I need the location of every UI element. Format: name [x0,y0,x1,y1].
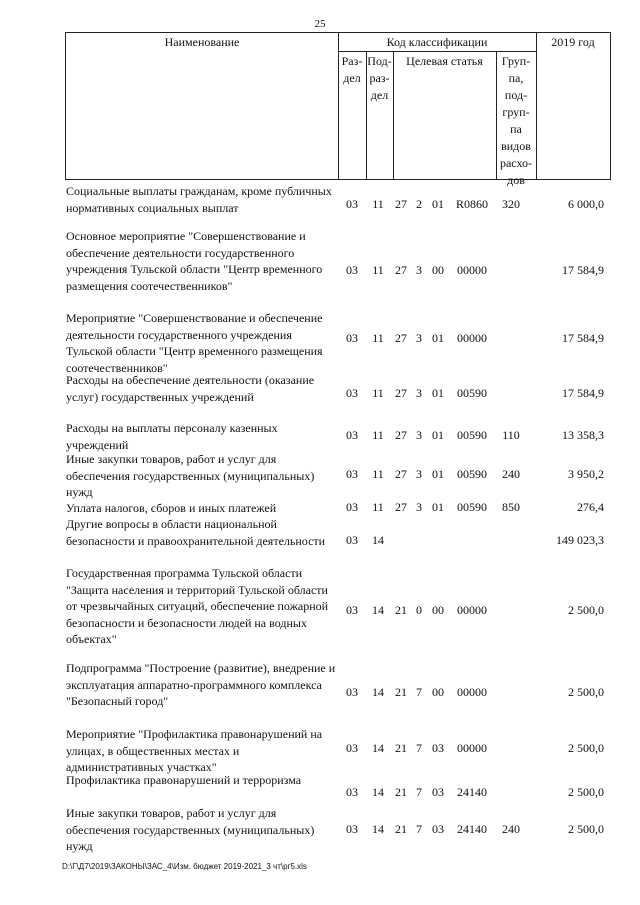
row-subprogram: 7 [416,785,422,799]
row-subprogram: 3 [416,467,422,481]
row-subsection: 11 [372,467,384,481]
row-name: Иные закупки товаров, работ и услуг для обеспечения государственных (муниципальных) нужд [66,806,315,853]
row-direction: 00590 [457,500,487,514]
row-subsection: 11 [372,386,384,400]
row-expense-type: 320 [502,197,520,211]
row-amount: 6 000,0 [568,197,604,211]
row-subsection: 14 [372,785,384,799]
row-subsection: 14 [372,822,384,836]
row-subprogram: 3 [416,500,422,514]
row-section: 03 [346,263,358,277]
row-subprogram: 0 [416,603,422,617]
row-expense-type: 240 [502,822,520,836]
row-program: 21 [395,603,407,617]
row-expense-type: 240 [502,467,520,481]
row-event: 03 [432,822,444,836]
row-section: 03 [346,467,358,481]
row-section: 03 [346,331,358,345]
row-event: 01 [432,500,444,514]
row-name: Уплата налогов, сборов и иных платежей [66,501,277,515]
row-section: 03 [346,386,358,400]
row-event: 01 [432,331,444,345]
row-amount: 2 500,0 [568,741,604,755]
row-subsection: 11 [372,331,384,345]
row-event: 01 [432,467,444,481]
row-amount: 17 584,9 [562,331,604,345]
row-subsection: 11 [372,263,384,277]
row-direction: 00000 [457,331,487,345]
row-subprogram: 3 [416,263,422,277]
row-subprogram: 3 [416,428,422,442]
row-program: 27 [395,331,407,345]
row-section: 03 [346,500,358,514]
row-program: 21 [395,822,407,836]
row-section: 03 [346,822,358,836]
row-program: 27 [395,467,407,481]
row-subprogram: 7 [416,822,422,836]
row-event: 01 [432,428,444,442]
row-program: 21 [395,741,407,755]
row-event: 03 [432,741,444,755]
row-subsection: 14 [372,533,384,547]
row-name: Государственная программа Тульской области "Защита населения и территорий Тульской области от чрезвычайных ситуаций, обеспечение пожарной безопасности и безопасности людей на водных объектах" [66,566,329,646]
row-direction: 00000 [457,741,487,755]
row-subsection: 11 [372,197,384,211]
row-program: 21 [395,785,407,799]
row-expense-type: 850 [502,500,520,514]
header-year: 2019 год [551,35,595,49]
row-expense-type: 110 [502,428,520,442]
row-direction: 24140 [457,822,487,836]
row-program: 27 [395,386,407,400]
row-direction: 00590 [457,467,487,481]
row-direction: 00590 [457,428,487,442]
row-section: 03 [346,197,358,211]
row-section: 03 [346,685,358,699]
row-section: 03 [346,603,358,617]
row-amount: 17 584,9 [562,263,604,277]
row-event: 03 [432,785,444,799]
row-direction: R0860 [455,197,488,211]
row-event: 01 [432,386,444,400]
row-amount: 2 500,0 [568,603,604,617]
row-subsection: 14 [372,685,384,699]
row-name: Расходы на обеспечение деятельности (оказание услуг) государственных учреждений [66,373,315,404]
row-program: 27 [395,500,407,514]
row-event: 00 [432,685,444,699]
row-subsection: 11 [372,428,384,442]
row-name: Другие вопросы в области национальной безопасности и правоохранительной деятельности [66,517,326,548]
table-header [65,32,611,187]
row-section: 03 [346,741,358,755]
row-subprogram: 7 [416,685,422,699]
row-section: 03 [346,785,358,799]
row-subsection: 14 [372,603,384,617]
row-subprogram: 3 [416,386,422,400]
row-name: Профилактика правонарушений и терроризма [66,773,302,787]
header-target-article: Целевая статья [406,54,483,68]
row-program: 27 [395,263,407,277]
row-name: Расходы на выплаты персоналу казенных учреждений [66,421,278,452]
row-name: Мероприятие "Профилактика правонарушений на улицах, в общественных местах и административных участках" [66,727,323,774]
row-program: 27 [395,197,407,211]
row-subsection: 14 [372,741,384,755]
row-amount: 17 584,9 [562,386,604,400]
header-name: Наименование [164,35,240,49]
header-expense-group: Груп- па, под- груп- па видов расхо- дов [499,54,533,187]
row-amount: 2 500,0 [568,685,604,699]
row-event: 01 [432,197,444,211]
row-name: Социальные выплаты гражданам, кроме публичных нормативных социальных выплат [66,184,332,215]
row-amount: 13 358,3 [562,428,604,442]
row-name: Основное мероприятие "Совершенствование и обеспечение деятельности государственного учреждения Тульской области "Центр временного размещения соотечественников" [66,229,323,293]
row-amount: 3 950,2 [568,467,604,481]
row-section: 03 [346,533,358,547]
row-name: Подпрограмма "Построение (развитие), внедрение и эксплуатация аппаратно-программного комплекса "Безопасный город" [66,661,336,708]
page-number: 25 [314,18,326,30]
row-event: 00 [432,603,444,617]
row-subprogram: 2 [416,197,422,211]
header-subsection: Под- раз- дел [367,54,392,102]
header-section: Раз- дел [341,54,363,85]
row-amount: 2 500,0 [568,785,604,799]
row-direction: 00590 [457,386,487,400]
row-event: 00 [432,263,444,277]
row-subsection: 11 [372,500,384,514]
row-direction: 24140 [457,785,487,799]
row-direction: 00000 [457,685,487,699]
header-classification-code: Код классификации [386,35,488,49]
row-amount: 276,4 [577,500,604,514]
row-direction: 00000 [457,263,487,277]
row-section: 03 [346,428,358,442]
row-subprogram: 7 [416,741,422,755]
row-direction: 00000 [457,603,487,617]
row-subprogram: 3 [416,331,422,345]
file-path-footer: D:\Г\Д7\2019\ЗАКОНЫ\ЗАС_4\Изм. бюджет 2019-2021_3 чт\рг5.xls [62,862,307,871]
row-program: 27 [395,428,407,442]
row-name: Иные закупки товаров, работ и услуг для обеспечения государственных (муниципальных) нужд [66,452,315,499]
row-name: Мероприятие "Совершенствование и обеспечение деятельности государственного учреждения Тульской области "Центр временного размещения соотечественников" [66,311,323,375]
row-program: 21 [395,685,407,699]
row-amount: 2 500,0 [568,822,604,836]
row-amount: 149 023,3 [556,533,604,547]
